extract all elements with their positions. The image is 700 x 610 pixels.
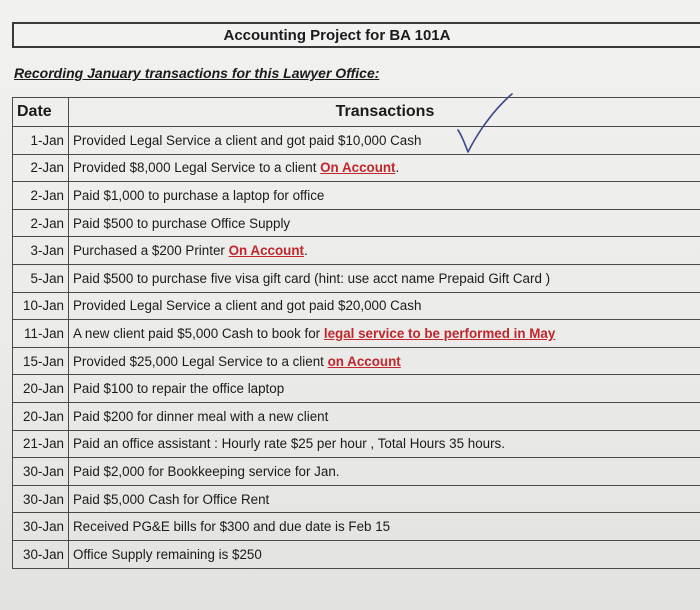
table-row	[13, 513, 700, 541]
row-description	[69, 513, 700, 541]
table-row	[13, 540, 700, 568]
row-description	[69, 540, 700, 568]
table-row	[13, 154, 700, 182]
row-description	[69, 237, 700, 265]
row-description	[69, 154, 700, 182]
row-date: 15-Jan	[13, 347, 69, 375]
row-date: 10-Jan	[13, 292, 69, 320]
row-date: 2-Jan	[13, 182, 69, 210]
row-date: 20-Jan	[13, 375, 69, 403]
table-row	[13, 375, 700, 403]
description-text: Paid $500 to purchase Office Supply	[73, 215, 291, 231]
description-text: Paid $2,000 for Bookkeeping service for Jan.	[73, 463, 340, 479]
table-row	[13, 320, 700, 348]
row-date: 30-Jan	[13, 485, 69, 513]
row-date: 3-Jan	[13, 237, 69, 265]
description-text: A new client paid $5,000 Cash to book for	[73, 325, 324, 341]
table-row	[13, 209, 700, 237]
row-description	[69, 264, 700, 292]
table-row	[13, 430, 700, 458]
transactions-table	[12, 97, 700, 569]
table-row	[13, 292, 700, 320]
description-text: Provided Legal Service a client and got paid $10,000 Cash	[73, 132, 422, 148]
row-date: 30-Jan	[13, 540, 69, 568]
row-date: 2-Jan	[13, 154, 69, 182]
row-date: 2-Jan	[13, 209, 69, 237]
table-row	[13, 485, 700, 513]
row-date: 5-Jan	[13, 264, 69, 292]
description-text: Purchased a $200 Printer	[73, 243, 229, 259]
check-mark-icon	[455, 92, 515, 154]
table-row	[13, 402, 700, 430]
table-row	[13, 347, 700, 375]
table-row	[13, 237, 700, 265]
highlighted-term: On Account	[228, 243, 304, 259]
row-description	[69, 375, 700, 403]
row-description	[69, 209, 700, 237]
row-date: 20-Jan	[13, 402, 69, 430]
row-date: 1-Jan	[13, 127, 69, 155]
table-row	[13, 264, 700, 292]
row-description	[69, 182, 700, 210]
row-date: 11-Jan	[13, 320, 69, 348]
description-text: Paid $1,000 to purchase a laptop for office	[73, 187, 325, 203]
highlighted-term: on Account	[327, 353, 401, 369]
table-row	[13, 458, 700, 486]
description-text: Paid $200 for dinner meal with a new client	[73, 408, 329, 424]
row-description	[69, 292, 700, 320]
table-header-row	[13, 98, 700, 127]
page-title-text: Accounting Project for BA 101A	[223, 26, 451, 44]
row-description	[69, 402, 700, 430]
row-description	[69, 485, 700, 513]
description-text: Provided Legal Service a client and got paid $20,000 Cash	[73, 298, 422, 314]
description-text: Paid an office assistant : Hourly rate $25 per hour , Total Hours 35 hours.	[73, 436, 505, 452]
row-description	[69, 320, 700, 348]
transactions-body	[13, 127, 700, 569]
highlighted-term: legal service to be performed in May	[323, 325, 556, 341]
description-text: Provided $8,000 Legal Service to a client	[73, 160, 321, 176]
row-description	[69, 127, 700, 155]
row-date: 30-Jan	[13, 513, 69, 541]
description-text: Paid $500 to purchase five visa gift card (hint: use acct name Prepaid Gift Card )	[73, 270, 551, 286]
description-text: .	[395, 160, 400, 176]
page-title	[12, 22, 700, 48]
subtitle: Recording January transactions for this Lawyer Office:	[14, 65, 380, 81]
row-date: 21-Jan	[13, 430, 69, 458]
header-transactions: Transactions	[69, 98, 700, 127]
description-text: Paid $100 to repair the office laptop	[73, 381, 285, 397]
description-text: Received PG&E bills for $300 and due date is Feb 15	[73, 519, 391, 535]
description-text: Office Supply remaining is $250	[73, 546, 262, 562]
row-description	[69, 430, 700, 458]
row-description	[69, 347, 700, 375]
row-description	[69, 458, 700, 486]
table-row	[13, 127, 700, 155]
description-text: Provided $25,000 Legal Service to a client	[73, 353, 328, 369]
description-text: .	[303, 243, 308, 259]
highlighted-term: On Account	[320, 160, 396, 176]
table-row	[13, 182, 700, 210]
row-date: 30-Jan	[13, 458, 69, 486]
description-text: Paid $5,000 Cash for Office Rent	[73, 491, 270, 507]
header-date: Date	[13, 98, 69, 127]
